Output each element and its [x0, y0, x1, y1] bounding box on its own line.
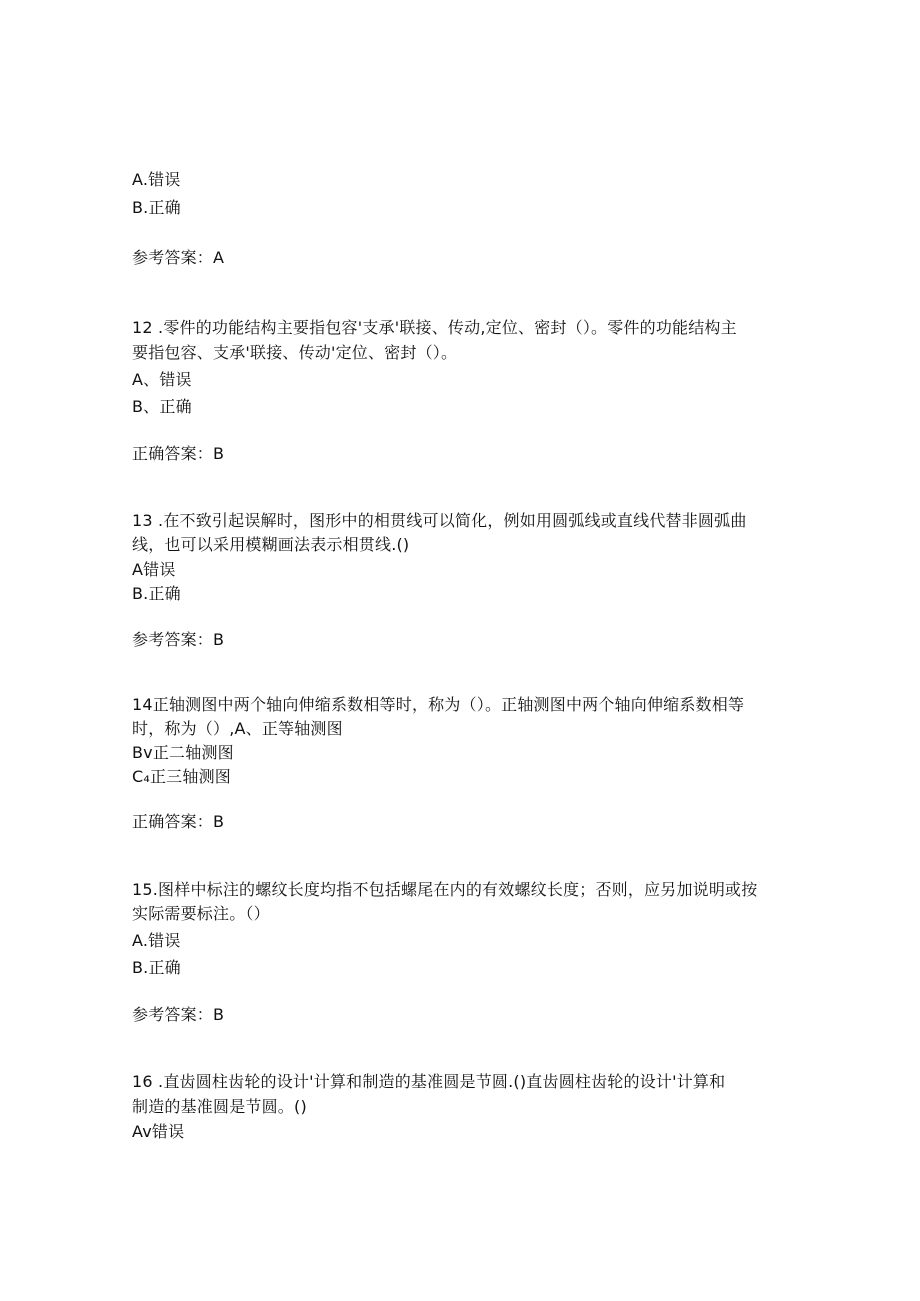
q14-answer: 正确答案：B [132, 812, 225, 831]
q11-option-b: B.正确 [132, 198, 181, 217]
q15-stem-line2: 实际需要标注。（） [132, 904, 270, 923]
q16-option-a: Av错误 [132, 1122, 185, 1141]
q12-stem-line2: 要指包容、支承'联接、传动'定位、密封（）。 [132, 343, 458, 362]
q12-answer: 正确答案：B [132, 444, 225, 463]
q16-stem-line2: 制造的基准圆是节圆。() [132, 1097, 307, 1116]
q15-stem-line1: 15.图样中标注的螺纹长度均指不包括螺尾在内的有效螺纹长度；否则，应另加说明或按 [132, 880, 758, 899]
q13-stem-line2: 线，也可以采用模糊画法表示相贯线.() [132, 535, 410, 554]
q11-answer: 参考答案：A [132, 248, 225, 267]
q12-option-b: B、正确 [132, 397, 192, 416]
q15-answer: 参考答案：B [132, 1005, 225, 1024]
q14-stem-line2: 时，称为（）,A、正等轴测图 [132, 719, 343, 738]
q14-option-b: Bv正二轴测图 [132, 743, 234, 762]
q12-option-a: A、错误 [132, 370, 192, 389]
q12-stem-line1: 12 .零件的功能结构主要指包容'支承'联接、传动,定位、密封（）。零件的功能结构主 [132, 318, 737, 337]
q13-answer: 参考答案：B [132, 630, 225, 649]
q15-option-a: A.错误 [132, 931, 181, 950]
q11-option-a: A.错误 [132, 170, 181, 189]
q16-stem-line1: 16 .直齿圆柱齿轮的设计'计算和制造的基准圆是节圆.()直齿圆柱齿轮的设计'计算和 [132, 1072, 726, 1091]
q13-option-a: A错误 [132, 560, 176, 579]
q13-stem-line1: 13 .在不致引起误解时，图形中的相贯线可以简化，例如用圆弧线或直线代替非圆弧曲 [132, 511, 747, 530]
q14-stem-line1: 14正轴测图中两个轴向伸缩系数相等时，称为（）。正轴测图中两个轴向伸缩系数相等 [132, 695, 745, 714]
q14-option-c: C₄正三轴测图 [132, 767, 231, 786]
q15-option-b: B.正确 [132, 958, 181, 977]
q13-option-b: B.正确 [132, 584, 181, 603]
